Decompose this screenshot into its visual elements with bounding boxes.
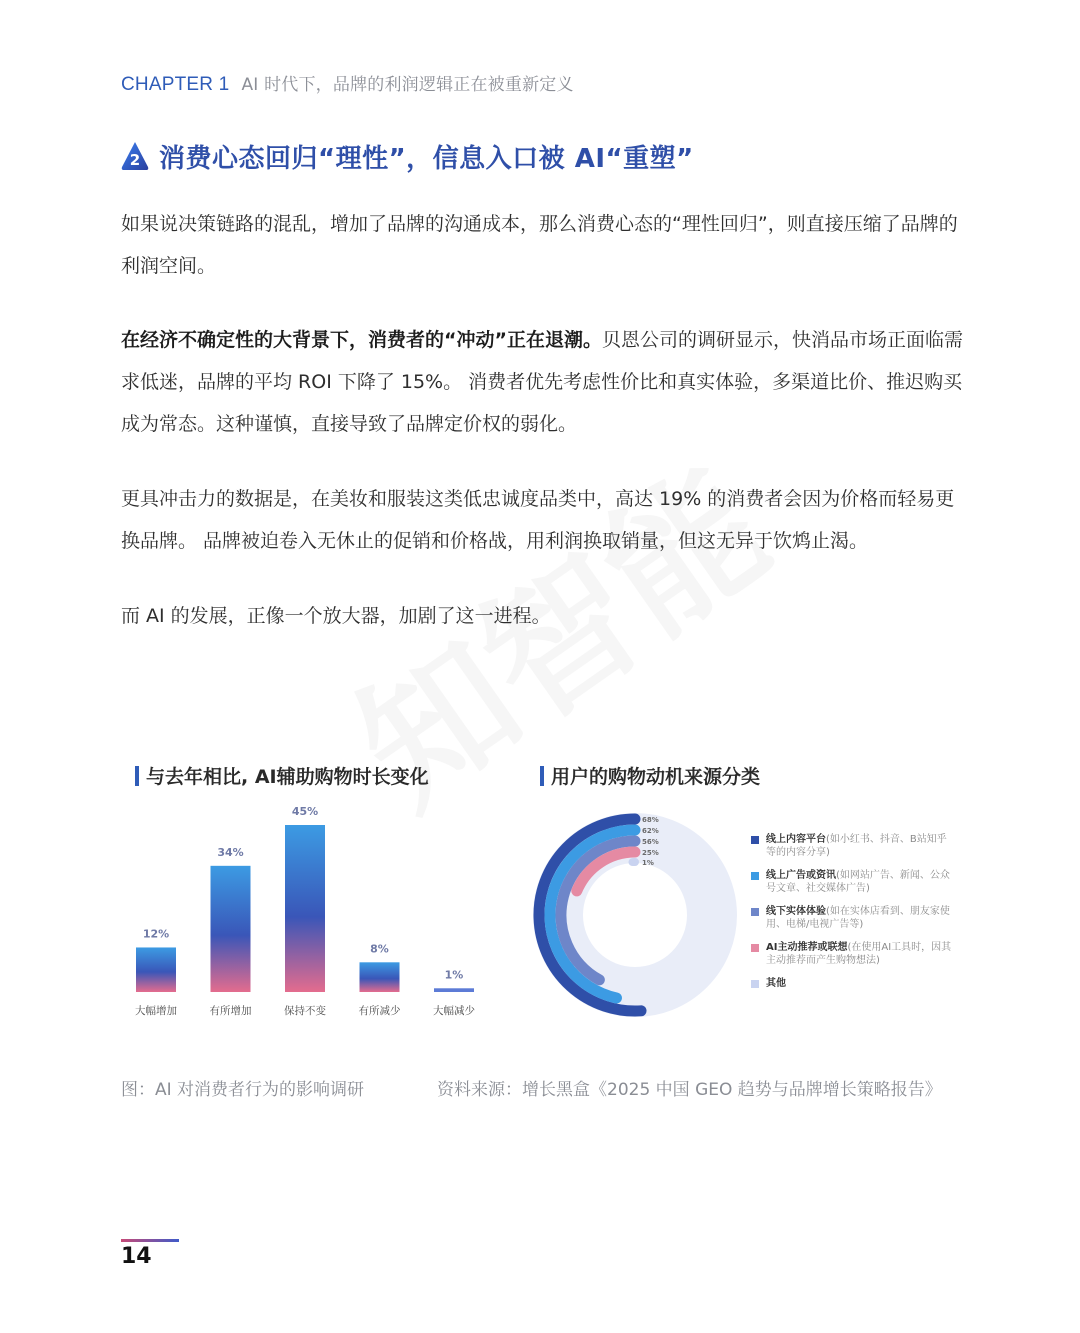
bar-category-label: 保持不变 [284,1005,326,1017]
radial-value-label: 68% [642,816,659,824]
bar-chart-title [135,762,429,789]
bar-chart-title-text: 与去年相比, AI辅助购物时长变化 [146,766,429,788]
section-number-badge-icon [119,140,151,172]
figure-caption: 图：AI 对消费者行为的影响调研 [121,1080,365,1100]
bar-category-label: 大幅增加 [135,1005,177,1017]
bar-4 [434,988,474,992]
title-accent-bar [540,766,544,786]
paragraph-2-body: 贝恩公司的调研显示，快消品市场正面临需求低迷，品牌的平均 ROI 下降了 15%。 消费者优先考虑性价比和真实体验，多渠道比价、推迟购买成为常态。这种谨慎，直接导致了品牌定价权的弱化。 [121,329,963,435]
bar-value-label: 34% [217,845,244,859]
bar-2 [285,825,325,992]
legend-text [766,833,956,859]
legend-item [751,941,956,967]
radial-value-label: 56% [642,838,659,846]
legend-text [766,941,956,967]
bar-value-label: 1% [444,968,464,982]
bar-0 [136,947,176,992]
radial-value-label: 25% [642,849,659,857]
paragraph-4: 而 AI 的发展，正像一个放大器，加剧了这一进程。 [121,605,551,627]
paragraph-2-emphasis: 在经济不确定性的大背景下，消费者的“冲动”正在退潮。 [121,329,602,351]
page-number: 14 [121,1244,152,1269]
section-number: 2 [129,151,141,169]
legend-swatch [751,908,759,916]
legend-text [766,977,786,990]
legend-note: (如在实体店看到、朋友家使用、电梯/电视广告等) [766,906,950,930]
radial-bar-chart [530,810,740,1020]
radial-chart-title [540,762,760,789]
legend-item [751,833,956,859]
chapter-label: CHAPTER 1 [121,74,230,95]
chapter-header [121,70,574,96]
legend-item [751,869,956,895]
radial-value-label: 62% [642,827,659,835]
source-caption: 资料来源：增长黑盒《2025 中国 GEO 趋势与品牌增长策略报告》 [437,1080,942,1100]
legend-swatch [751,836,759,844]
legend-note: (如网站广告、新闻、公众号文章、社交媒体广告) [766,870,950,894]
legend-note: (在使用AI工具时，因其主动推荐而产生购物想法) [766,942,952,966]
page-number-accent [121,1239,179,1242]
legend-name: 线上广告或资讯 [766,870,836,881]
paragraph-1: 如果说决策链路的混乱，增加了品牌的沟通成本，那么消费心态的“理性回归”，则直接压缩了品牌的利润空间。 [121,213,958,277]
legend-name: 线下实体体验 [766,906,826,917]
legend-note: (如小红书、抖音、B站知乎等的内容分享) [766,834,947,858]
legend-swatch [751,872,759,880]
bar-3 [360,962,400,992]
bar-value-label: 8% [370,942,389,956]
title-accent-bar [135,766,139,786]
legend-item [751,905,956,931]
legend-name: 其他 [766,978,786,989]
bar-category-label: 大幅减少 [433,1005,475,1017]
legend-item [751,977,956,990]
section-heading [119,136,694,176]
bar-category-label: 有所减少 [358,1005,401,1017]
legend-swatch [751,980,759,988]
legend-name: AI主动推荐或联想 [766,942,848,953]
bar-chart [120,795,500,1030]
paragraph-2 [121,319,966,445]
bar-value-label: 12% [142,927,170,941]
bar-value-label: 45% [291,805,319,818]
chapter-subtitle: AI 时代下，品牌的利润逻辑正在被重新定义 [241,75,574,95]
radial-chart-legend [751,833,956,1000]
legend-text [766,905,956,931]
legend-text [766,869,956,895]
bar-1 [211,866,251,992]
section-title: 消费心态回归“理性”，信息入口被 AI“重塑” [159,143,694,174]
legend-name: 线上内容平台 [766,834,826,845]
radial-value-label: 1% [642,859,654,867]
bar-category-label: 有所增加 [209,1005,252,1017]
radial-chart-title-text: 用户的购物动机来源分类 [551,766,761,788]
paragraph-3: 更具冲击力的数据是，在美妆和服装这类低忠诚度品类中，高达 19% 的消费者会因为价格而轻易更换品牌。 品牌被迫卷入无休止的促销和价格战，用利润换取销量，但这无异于饮鸩止渴。 [121,488,955,552]
legend-swatch [751,944,759,952]
